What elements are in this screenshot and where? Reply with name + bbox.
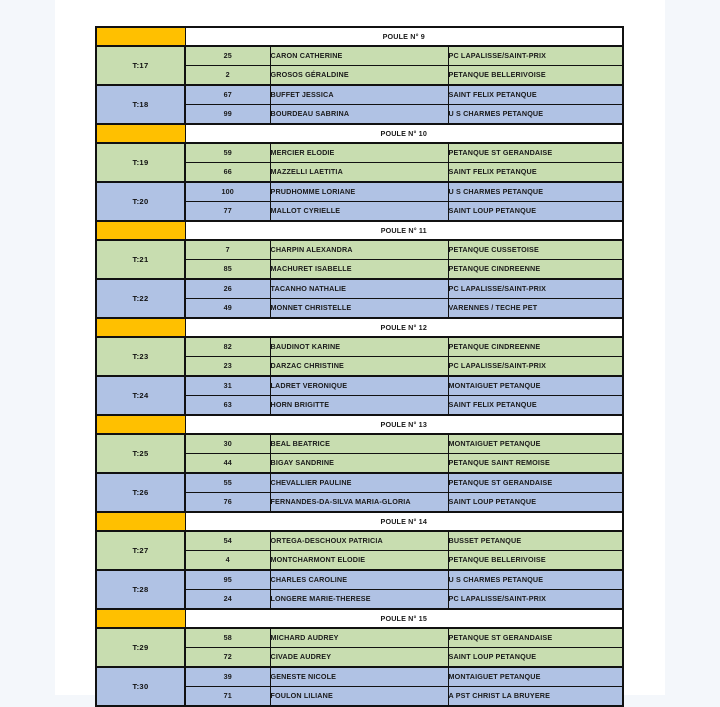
player-number-cell: 4 xyxy=(185,551,270,571)
player-name-cell: BIGAY SANDRINE xyxy=(270,454,448,474)
poules-table xyxy=(95,26,624,707)
table-row xyxy=(96,279,623,299)
player-club-cell: MONTAIGUET PETANQUE xyxy=(448,376,623,396)
player-name-cell: BAUDINOT KARINE xyxy=(270,337,448,357)
player-number-cell: 7 xyxy=(185,240,270,260)
poule-title: POULE N° 10 xyxy=(185,124,623,143)
player-number-cell: 99 xyxy=(185,105,270,125)
player-number-cell: 63 xyxy=(185,396,270,416)
player-club-cell: PETANQUE CUSSETOISE xyxy=(448,240,623,260)
terrain-cell: T:19 xyxy=(96,143,185,182)
table-row xyxy=(96,473,623,493)
player-name-cell: FERNANDES-DA-SILVA MARIA-GLORIA xyxy=(270,493,448,513)
table-row xyxy=(96,570,623,590)
player-club-cell: A PST CHRIST LA BRUYERE xyxy=(448,687,623,707)
player-number-cell: 85 xyxy=(185,260,270,280)
player-name-cell: LONGERE MARIE-THERESE xyxy=(270,590,448,610)
table-row xyxy=(96,143,623,163)
player-name-cell: MERCIER ELODIE xyxy=(270,143,448,163)
player-club-cell: MONTAIGUET PETANQUE xyxy=(448,434,623,454)
player-number-cell: 23 xyxy=(185,357,270,377)
player-name-cell: CIVADE AUDREY xyxy=(270,648,448,668)
player-name-cell: MICHARD AUDREY xyxy=(270,628,448,648)
player-club-cell: PETANQUE ST GERANDAISE xyxy=(448,628,623,648)
terrain-cell: T:27 xyxy=(96,531,185,570)
player-number-cell: 71 xyxy=(185,687,270,707)
terrain-cell: T:26 xyxy=(96,473,185,512)
table-row xyxy=(96,531,623,551)
poule-color-tag xyxy=(96,318,185,337)
player-name-cell: DARZAC CHRISTINE xyxy=(270,357,448,377)
poule-header-row xyxy=(96,415,623,434)
poule-header-row xyxy=(96,221,623,240)
table-row xyxy=(96,337,623,357)
poule-title: POULE N° 13 xyxy=(185,415,623,434)
player-club-cell: MONTAIGUET PETANQUE xyxy=(448,667,623,687)
player-club-cell: PC LAPALISSE/SAINT-PRIX xyxy=(448,279,623,299)
terrain-cell: T:18 xyxy=(96,85,185,124)
player-club-cell: SAINT LOUP PETANQUE xyxy=(448,648,623,668)
player-name-cell: CARON CATHERINE xyxy=(270,46,448,66)
player-name-cell: HORN BRIGITTE xyxy=(270,396,448,416)
poule-color-tag xyxy=(96,124,185,143)
poules-table-body xyxy=(96,27,623,706)
table-row xyxy=(96,46,623,66)
player-club-cell: VARENNES / TECHE PET xyxy=(448,299,623,319)
poule-header-row xyxy=(96,27,623,46)
poule-header-row xyxy=(96,318,623,337)
player-name-cell: BEAL BEATRICE xyxy=(270,434,448,454)
terrain-cell: T:17 xyxy=(96,46,185,85)
terrain-cell: T:24 xyxy=(96,376,185,415)
player-club-cell: SAINT FELIX PETANQUE xyxy=(448,85,623,105)
player-number-cell: 82 xyxy=(185,337,270,357)
document-page xyxy=(55,0,665,700)
poules-sheet xyxy=(95,26,622,707)
poule-color-tag xyxy=(96,27,185,46)
player-club-cell: PETANQUE BELLERIVOISE xyxy=(448,551,623,571)
player-name-cell: MACHURET ISABELLE xyxy=(270,260,448,280)
table-row xyxy=(96,182,623,202)
player-number-cell: 26 xyxy=(185,279,270,299)
player-number-cell: 95 xyxy=(185,570,270,590)
poule-header-row xyxy=(96,609,623,628)
player-number-cell: 72 xyxy=(185,648,270,668)
player-club-cell: SAINT FELIX PETANQUE xyxy=(448,163,623,183)
player-name-cell: CHARPIN ALEXANDRA xyxy=(270,240,448,260)
table-row xyxy=(96,628,623,648)
poule-title: POULE N° 11 xyxy=(185,221,623,240)
player-number-cell: 44 xyxy=(185,454,270,474)
terrain-cell: T:23 xyxy=(96,337,185,376)
player-club-cell: PC LAPALISSE/SAINT-PRIX xyxy=(448,590,623,610)
poule-color-tag xyxy=(96,415,185,434)
player-number-cell: 100 xyxy=(185,182,270,202)
player-club-cell: PC LAPALISSE/SAINT-PRIX xyxy=(448,46,623,66)
terrain-cell: T:21 xyxy=(96,240,185,279)
table-row xyxy=(96,240,623,260)
player-name-cell: MONNET CHRISTELLE xyxy=(270,299,448,319)
terrain-cell: T:20 xyxy=(96,182,185,221)
player-club-cell: SAINT LOUP PETANQUE xyxy=(448,202,623,222)
poule-color-tag xyxy=(96,609,185,628)
player-name-cell: MALLOT CYRIELLE xyxy=(270,202,448,222)
player-club-cell: PETANQUE CINDREENNE xyxy=(448,260,623,280)
player-club-cell: PETANQUE ST GERANDAISE xyxy=(448,143,623,163)
player-club-cell: PETANQUE ST GERANDAISE xyxy=(448,473,623,493)
player-number-cell: 54 xyxy=(185,531,270,551)
player-number-cell: 2 xyxy=(185,66,270,86)
table-row xyxy=(96,85,623,105)
player-name-cell: BUFFET JESSICA xyxy=(270,85,448,105)
poule-color-tag xyxy=(96,221,185,240)
player-number-cell: 49 xyxy=(185,299,270,319)
poule-title: POULE N° 15 xyxy=(185,609,623,628)
player-club-cell: BUSSET PETANQUE xyxy=(448,531,623,551)
player-name-cell: LADRET VERONIQUE xyxy=(270,376,448,396)
terrain-cell: T:22 xyxy=(96,279,185,318)
table-row xyxy=(96,376,623,396)
poule-title: POULE N° 12 xyxy=(185,318,623,337)
poule-title: POULE N° 9 xyxy=(185,27,623,46)
player-name-cell: FOULON LILIANE xyxy=(270,687,448,707)
player-number-cell: 24 xyxy=(185,590,270,610)
player-name-cell: MONTCHARMONT ELODIE xyxy=(270,551,448,571)
player-club-cell: U S CHARMES PETANQUE xyxy=(448,570,623,590)
terrain-cell: T:25 xyxy=(96,434,185,473)
player-club-cell: PC LAPALISSE/SAINT-PRIX xyxy=(448,357,623,377)
player-number-cell: 31 xyxy=(185,376,270,396)
player-number-cell: 58 xyxy=(185,628,270,648)
table-row xyxy=(96,434,623,454)
player-number-cell: 77 xyxy=(185,202,270,222)
player-name-cell: GENESTE NICOLE xyxy=(270,667,448,687)
poule-header-row xyxy=(96,512,623,531)
poule-color-tag xyxy=(96,512,185,531)
player-club-cell: PETANQUE BELLERIVOISE xyxy=(448,66,623,86)
poule-header-row xyxy=(96,124,623,143)
player-name-cell: PRUDHOMME LORIANE xyxy=(270,182,448,202)
terrain-cell: T:28 xyxy=(96,570,185,609)
poule-title: POULE N° 14 xyxy=(185,512,623,531)
player-number-cell: 59 xyxy=(185,143,270,163)
player-club-cell: U S CHARMES PETANQUE xyxy=(448,105,623,125)
player-club-cell: SAINT LOUP PETANQUE xyxy=(448,493,623,513)
table-row xyxy=(96,667,623,687)
player-name-cell: GROSOS GÉRALDINE xyxy=(270,66,448,86)
player-name-cell: MAZZELLI LAETITIA xyxy=(270,163,448,183)
player-name-cell: BOURDEAU SABRINA xyxy=(270,105,448,125)
player-club-cell: PETANQUE SAINT REMOISE xyxy=(448,454,623,474)
player-number-cell: 39 xyxy=(185,667,270,687)
player-number-cell: 25 xyxy=(185,46,270,66)
player-name-cell: ORTEGA-DESCHOUX PATRICIA xyxy=(270,531,448,551)
player-club-cell: SAINT FELIX PETANQUE xyxy=(448,396,623,416)
player-club-cell: U S CHARMES PETANQUE xyxy=(448,182,623,202)
player-name-cell: CHEVALLIER PAULINE xyxy=(270,473,448,493)
player-club-cell: PETANQUE CINDREENNE xyxy=(448,337,623,357)
player-number-cell: 76 xyxy=(185,493,270,513)
player-name-cell: CHARLES CAROLINE xyxy=(270,570,448,590)
player-number-cell: 66 xyxy=(185,163,270,183)
terrain-cell: T:29 xyxy=(96,628,185,667)
player-number-cell: 30 xyxy=(185,434,270,454)
player-name-cell: TACANHO NATHALIE xyxy=(270,279,448,299)
player-number-cell: 55 xyxy=(185,473,270,493)
terrain-cell: T:30 xyxy=(96,667,185,706)
player-number-cell: 67 xyxy=(185,85,270,105)
